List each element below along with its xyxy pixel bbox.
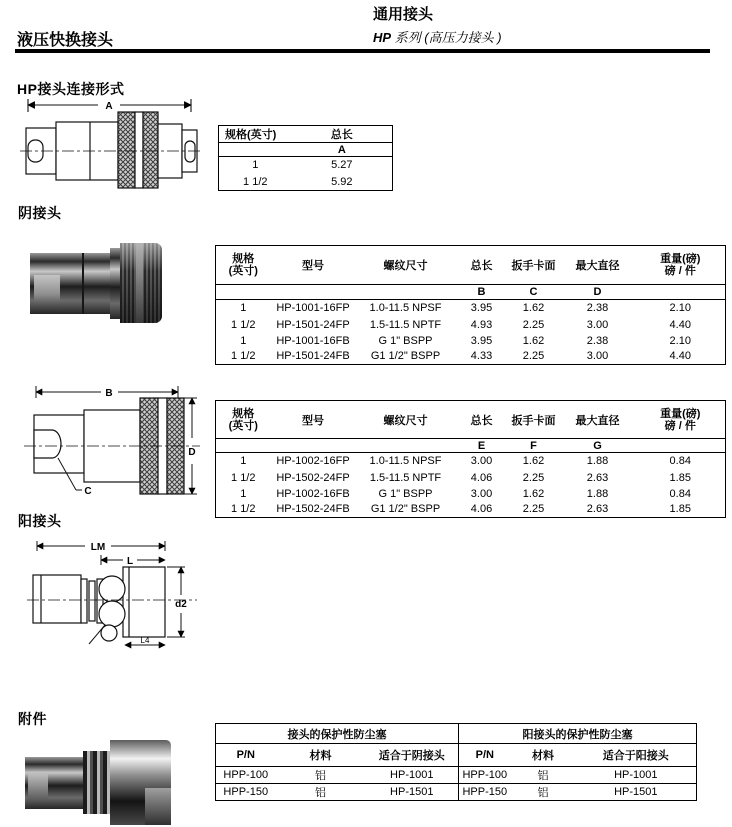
table-cell: 铝 (537, 787, 549, 799)
table-cell: 3.95 (470, 334, 493, 347)
table-cell (271, 285, 356, 300)
series-title: 通用接头 (373, 6, 434, 23)
table-cell: HP-1501 (614, 786, 658, 798)
dim-l4-label: L4 (140, 636, 150, 645)
female-heading: 阴接头 (18, 205, 62, 221)
model-header-cell: 型号 (271, 401, 356, 439)
photo-end-face (28, 774, 48, 800)
table-cell: 1 1/2 (243, 175, 268, 188)
table-cell: 4.93 (470, 318, 493, 331)
table-cell (356, 285, 456, 300)
dim-b-label: B (105, 388, 113, 399)
table-cell: G 1" BSPP (378, 487, 433, 500)
table-cell (216, 285, 271, 300)
female-coupling-photo (30, 243, 162, 323)
length-header-cell: 总长 (456, 246, 508, 285)
table-cell: 1 (240, 302, 247, 315)
table-cell: HP-1001 (366, 767, 459, 784)
table-cell: HP-1001 (576, 767, 697, 784)
spec-header-line1: 规格 (232, 407, 255, 420)
left-group-header: 接头的保护性防尘塞 (216, 724, 459, 744)
pn-header-cell: P/N (459, 744, 511, 767)
table-cell: 1.0-11.5 NPSF (369, 455, 442, 468)
table-cell: HP-1502-24FB (276, 503, 350, 516)
table-cell: 4.40 (669, 350, 691, 363)
table-cell: 1.62 (522, 334, 545, 347)
table-cell: 2.10 (669, 334, 691, 347)
header-rule (15, 49, 710, 53)
table-cell: 0.84 (669, 487, 691, 500)
dim-b-subheader: B (456, 285, 508, 300)
table-row (216, 784, 697, 801)
table-cell: HP-1501 (390, 786, 434, 798)
dim-c-label: C (84, 486, 92, 497)
dim-l-label: L (126, 556, 134, 567)
series-prefix: HP (373, 30, 392, 45)
photo-hex-face (34, 275, 60, 307)
table-cell: 铝 (276, 767, 366, 784)
maxdia-header-cell: 最大直径 (560, 401, 636, 439)
male-spec-table (215, 400, 726, 518)
table-cell: 1.0-11.5 NPSF (369, 302, 442, 315)
series-subtitle (373, 27, 502, 46)
weight-header-line1: 重量(磅) (660, 407, 701, 420)
table-row (216, 333, 726, 349)
spec-header-cell (216, 246, 271, 285)
table-cell: 2.25 (522, 318, 545, 331)
dim-g-subheader: G (560, 439, 636, 453)
table-cell: HP-1501-24FB (276, 350, 350, 363)
table-cell: 1.85 (669, 503, 691, 516)
table-cell: 1 1/2 (231, 350, 256, 363)
table-cell: HPP-150 (223, 786, 269, 798)
spec-header-cell (216, 401, 271, 439)
table-row (216, 767, 697, 784)
female-coupling-drawing (22, 382, 202, 510)
weight-header-cell (636, 246, 726, 285)
spec-header-line2: (英寸) (228, 265, 258, 277)
table-cell: 1 1/2 (231, 503, 256, 516)
connection-drawing (18, 92, 203, 195)
table-cell: 4.06 (470, 471, 493, 484)
table-cell: HP-1502-24FP (276, 471, 350, 484)
dim-a-subheader: A (292, 143, 393, 157)
table-cell: 2.63 (586, 471, 609, 484)
table-cell: 1 1/2 (231, 471, 256, 484)
photo-sleeve-groove (136, 243, 143, 323)
dim-f-subheader: F (508, 439, 560, 453)
spec-header-cell: 规格(英寸) (219, 126, 292, 143)
right-group-header: 阳接头的保护性防尘塞 (459, 724, 697, 744)
table-cell: 2.25 (522, 503, 545, 516)
table-cell (356, 439, 456, 453)
table-cell (636, 439, 726, 453)
table-header-row (219, 126, 393, 143)
table-header-row (216, 246, 726, 285)
table-cell: 1.62 (522, 487, 545, 500)
weight-header-cell (636, 401, 726, 439)
spec-header-line1: 规格 (232, 253, 255, 265)
table-cell: 1.5-11.5 NPTF (369, 318, 442, 331)
dim-d2-label: d2 (175, 599, 187, 610)
table-cell: 1 1/2 (231, 318, 256, 331)
photo-seam (82, 253, 84, 314)
table-cell: 1 (240, 487, 247, 500)
table-cell: 4.40 (669, 318, 691, 331)
table-row (216, 470, 726, 486)
table-cell: HP-1002-16FP (276, 455, 350, 468)
dim-d-subheader: D (560, 285, 636, 300)
table-cell (219, 143, 292, 157)
table-cell: HP-1501-24FP (276, 318, 350, 331)
table-cell: 0.84 (669, 455, 691, 468)
table-cell: 3.00 (586, 318, 609, 331)
table-header-row (216, 744, 697, 767)
plug-photo (25, 740, 171, 825)
series-rest: 系列 (高压力接头 ) (394, 30, 502, 45)
table-row (216, 300, 726, 317)
table-cell: HP-1002-16FB (276, 487, 350, 500)
dim-d-label: D (188, 447, 196, 458)
table-subheader-row (216, 285, 726, 300)
dim-c-subheader: C (508, 285, 560, 300)
table-header-row (216, 401, 726, 439)
table-cell: HPP-150 (459, 784, 511, 801)
table-cell: 2.38 (586, 334, 609, 347)
table-cell: 5.27 (331, 159, 353, 172)
material-header-cell: 材料 (511, 744, 576, 767)
table-row (219, 157, 393, 174)
table-cell: 2.10 (669, 302, 691, 315)
table-row (216, 486, 726, 502)
male-coupling-drawing (25, 537, 200, 650)
table-cell (271, 439, 356, 453)
table-cell: 1.88 (586, 487, 609, 500)
weight-header-line1: 重量(磅) (660, 253, 701, 265)
table-row (216, 502, 726, 518)
table-row (216, 317, 726, 333)
table-cell: 1.85 (669, 471, 691, 484)
table-cell: 3.95 (470, 302, 493, 315)
table-cell: 3.00 (586, 350, 609, 363)
model-header-cell: 型号 (271, 246, 356, 285)
table-subheader-row (219, 143, 393, 157)
table-group-row (216, 724, 697, 744)
table-cell: G1 1/2" BSPP (370, 503, 441, 516)
table-cell: 1 (240, 334, 247, 347)
table-cell: 4.06 (470, 503, 493, 516)
table-cell: 1 (240, 455, 247, 468)
photo-collar (110, 248, 120, 319)
material-header-cell: 材料 (276, 744, 366, 767)
length-table (218, 125, 393, 191)
table-cell: HP-1001-16FB (276, 334, 350, 347)
length-header-cell: 总长 (456, 401, 508, 439)
table-cell (636, 285, 726, 300)
table-cell: 2.25 (522, 471, 545, 484)
table-cell: 2.38 (586, 302, 609, 315)
table-cell: 1.5-11.5 NPTF (369, 471, 442, 484)
table-cell: 2.25 (522, 350, 545, 363)
table-cell: HPP-100 (216, 767, 276, 784)
table-subheader-row (216, 439, 726, 453)
table-cell: HPP-100 (459, 767, 511, 784)
photo-grooves (83, 751, 111, 814)
table-row (216, 349, 726, 365)
table-cell: G1 1/2" BSPP (370, 350, 441, 363)
table-cell: 1.88 (586, 455, 609, 468)
table-cell: G 1" BSPP (378, 334, 433, 347)
table-cell: 1.62 (522, 455, 545, 468)
table-cell: 5.92 (331, 175, 353, 188)
photo-head-step (145, 788, 171, 825)
dim-a-label: A (105, 101, 113, 112)
table-cell: 4.33 (470, 350, 493, 363)
thread-header-cell: 螺纹尺寸 (356, 401, 456, 439)
accessories-heading: 附件 (18, 711, 47, 727)
male-heading: 阳接头 (18, 513, 62, 529)
pn-header-cell: P/N (216, 744, 276, 767)
table-row (219, 174, 393, 191)
table-row (216, 453, 726, 470)
maxdia-header-cell: 最大直径 (560, 246, 636, 285)
thread-header-cell: 螺纹尺寸 (356, 246, 456, 285)
table-cell (216, 439, 271, 453)
table-cell: 1 (252, 159, 259, 172)
table-cell: HP-1001-16FP (276, 302, 350, 315)
weight-header-line2: 磅 / 件 (664, 419, 696, 432)
page-title: 液压快换接头 (17, 32, 114, 49)
table-cell: 3.00 (470, 455, 493, 468)
table-cell: 3.00 (470, 487, 493, 500)
table-cell: 铝 (511, 767, 576, 784)
dim-e-subheader: E (456, 439, 508, 453)
table-cell: 2.63 (586, 503, 609, 516)
female-spec-table (215, 245, 726, 365)
wrench-header-cell: 扳手卡面 (508, 246, 560, 285)
table-cell: 铝 (315, 787, 326, 799)
wrench-header-cell: 扳手卡面 (508, 401, 560, 439)
length-header-cell: 总长 (292, 126, 393, 143)
table-cell: 1.62 (522, 302, 545, 315)
connection-heading: HP接头连接形式 (17, 81, 125, 97)
spec-header-line2: (英寸) (228, 419, 258, 432)
fits-female-header-cell: 适合于阴接头 (366, 744, 459, 767)
plug-table (215, 723, 697, 801)
fits-male-header-cell: 适合于阳接头 (576, 744, 697, 767)
weight-header-line2: 磅 / 件 (664, 265, 696, 277)
dim-lm-label: LM (90, 542, 106, 553)
